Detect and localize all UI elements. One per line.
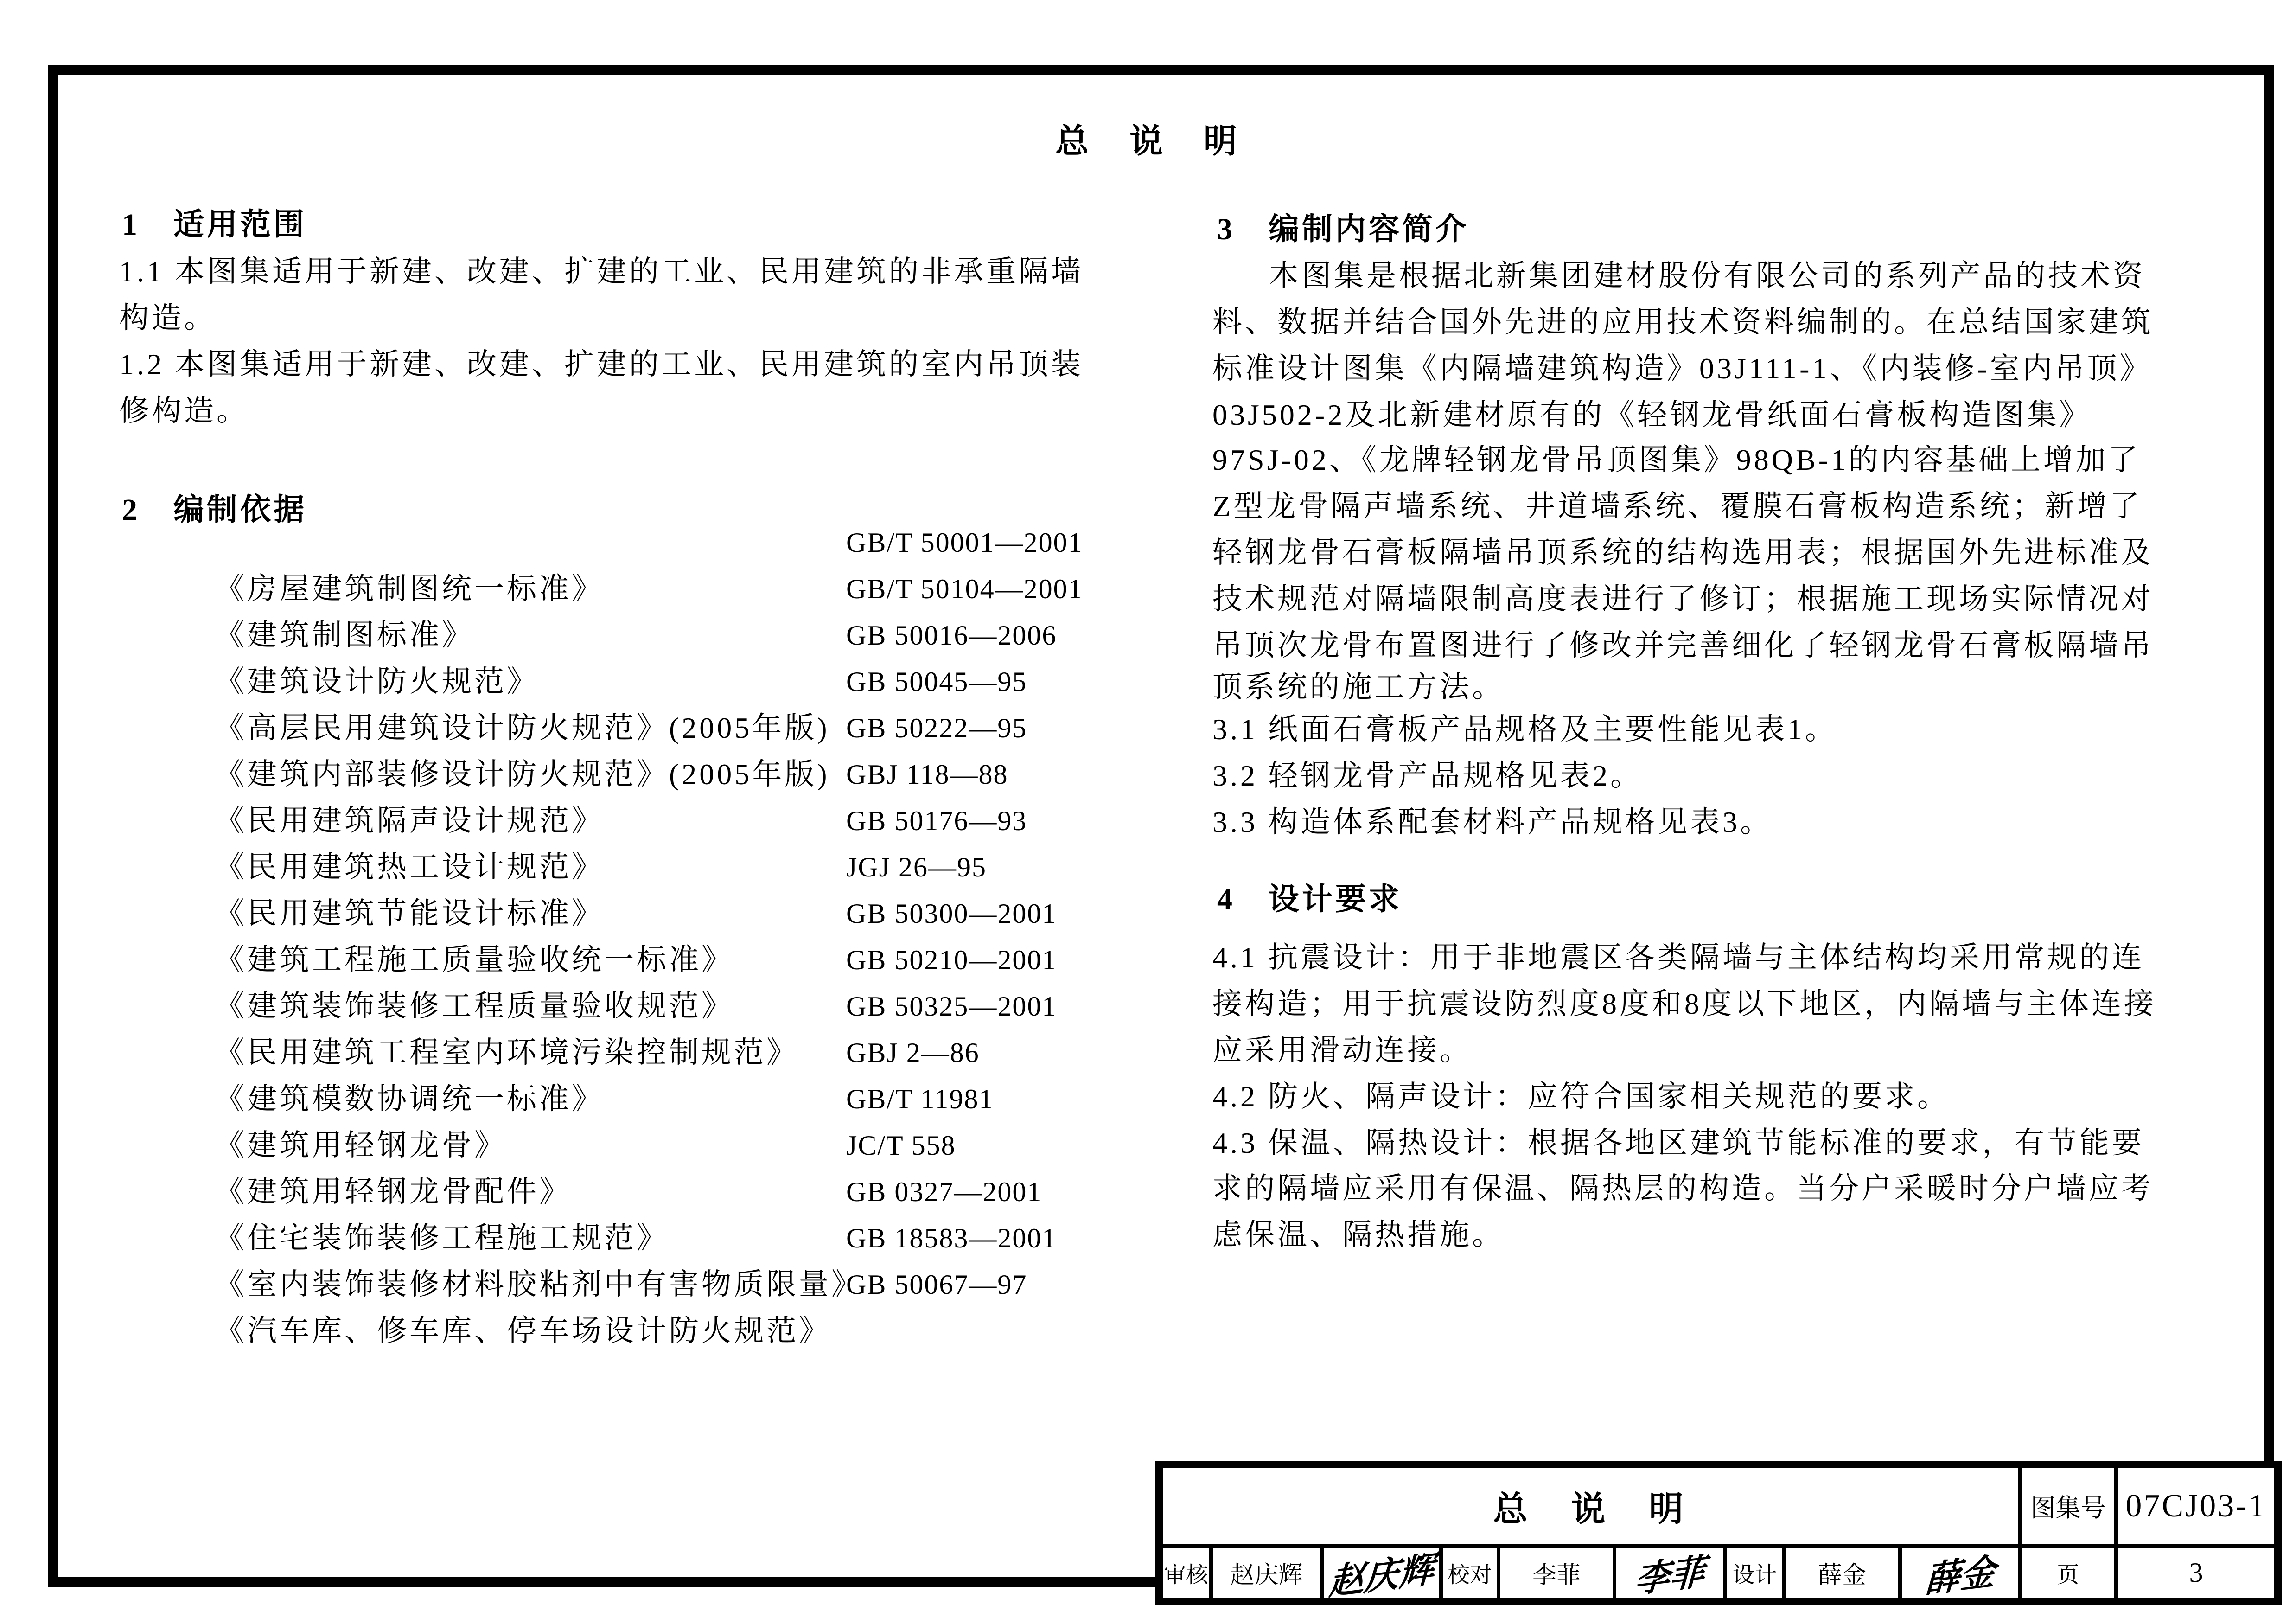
section-3-line: 3.3 构造体系配套材料产品规格见表3。 (1212, 806, 1773, 838)
section-4-heading: 4 设计要求 (1217, 883, 1402, 916)
designer-signature-cell (1900, 1546, 2020, 1602)
reference-title: 《建筑制图标准》 (215, 619, 474, 652)
page-label: 页 (2020, 1546, 2116, 1602)
section-3-line: 吊顶次龙骨布置图进行了修改并完善细化了轻钢龙骨石膏板隔墙吊 (1212, 629, 2154, 662)
section-4-line: 4.2 防火、隔声设计：应符合国家相关规范的要求。 (1212, 1080, 1950, 1113)
section-3-line: 3.1 纸面石膏板产品规格及主要性能见表1。 (1212, 713, 1837, 746)
reference-code: GB 50016—2006 (846, 620, 1057, 651)
reviewer-label: 审核 (1159, 1546, 1211, 1602)
section-4-line: 接构造；用于抗震设防烈度8度和8度以下地区，内隔墙与主体连接 (1212, 987, 2156, 1020)
reference-title: 《民用建筑热工设计规范》 (215, 851, 604, 883)
section-3-line: 技术规范对隔墙限制高度表进行了修订；根据施工现场实际情况对 (1212, 582, 2154, 615)
reference-title: 《民用建筑隔声设计规范》 (215, 804, 604, 837)
checker-name: 李菲 (1499, 1546, 1614, 1602)
section-3-line: 03J502-2及北新建材原有的《轻钢龙骨纸面石膏板构造图集》 (1212, 398, 2092, 431)
section-3-line: 轻钢龙骨石膏板隔墙吊顶系统的结构选用表；根据国外先进标准及 (1212, 536, 2154, 569)
section-3-line: 本图集是根据北新集团建材股份有限公司的系列产品的技术资 (1269, 259, 2145, 292)
reference-title: 《汽车库、修车库、停车场设计防火规范》 (215, 1314, 831, 1347)
reference-title: 《建筑装饰装修工程质量验收规范》 (215, 990, 734, 1023)
reference-title: 《建筑工程施工质量验收统一标准》 (215, 943, 734, 976)
section-1-heading: 1 适用范围 (122, 208, 307, 242)
reviewer-signature: 赵庆辉 (1327, 1550, 1435, 1603)
reference-code: GBJ 118—88 (846, 759, 1008, 790)
checker-label: 校对 (1441, 1546, 1499, 1602)
section-4-line: 求的隔墙应采用有保温、隔热层的构造。当分户采暖时分户墙应考 (1212, 1172, 2154, 1205)
designer-label: 设计 (1725, 1546, 1784, 1602)
section-2-heading: 2 编制依据 (122, 493, 307, 527)
reference-code: GB 0327—2001 (846, 1177, 1042, 1207)
reference-code: GB 50210—2001 (846, 945, 1057, 975)
atlas-number-value: 07CJ03-1 (2116, 1465, 2278, 1546)
reference-code: GB 50222—95 (846, 713, 1027, 743)
reference-title: 《建筑设计防火规范》 (215, 665, 539, 698)
section-3-line: 3.2 轻钢龙骨产品规格见表2。 (1212, 759, 1643, 792)
section-3-line: 料、数据并结合国外先进的应用技术资料编制的。在总结国家建筑 (1212, 306, 2154, 339)
section-3-heading: 3 编制内容简介 (1217, 212, 1469, 246)
reference-code: GB 18583—2001 (846, 1223, 1057, 1253)
section-3-line: Z型龙骨隔声墙系统、井道墙系统、覆膜石膏板构造系统；新增了 (1212, 490, 2143, 523)
section-4-line: 应采用滑动连接。 (1212, 1034, 1472, 1067)
reviewer-name: 赵庆辉 (1211, 1546, 1322, 1602)
section-3-line: 97SJ-02、《龙牌轻钢龙骨吊顶图集》98QB-1的内容基础上增加了 (1212, 443, 2141, 476)
section-4-line: 4.1 抗震设计：用于非地震区各类隔墙与主体结构均采用常规的连 (1212, 941, 2144, 974)
reference-code: GB 50300—2001 (846, 898, 1057, 929)
reference-title: 《室内装饰装修材料胶粘剂中有害物质限量》 (215, 1268, 864, 1301)
reference-item (174, 1261, 1240, 1347)
reference-title: 《建筑用轻钢龙骨配件》 (215, 1175, 572, 1208)
title-block-drawing-title: 总 说 明 (1159, 1465, 2020, 1546)
reference-title: 《民用建筑工程室内环境污染控制规范》 (215, 1036, 799, 1069)
reference-code: GB/T 11981 (846, 1084, 994, 1114)
reference-code: GB/T 50001—2001 (846, 527, 1083, 558)
page-title: 总 说 明 (1055, 123, 1241, 160)
section-1-line: 1.2 本图集适用于新建、改建、扩建的工业、民用建筑的室内吊顶装 (119, 348, 1084, 381)
title-block (1155, 1461, 2282, 1605)
reference-title: 《房屋建筑制图统一标准》 (215, 572, 604, 605)
reference-code: GB 50045—95 (846, 666, 1027, 697)
reference-code: JGJ 26—95 (846, 852, 987, 883)
section-1-line: 1.1 本图集适用于新建、改建、扩建的工业、民用建筑的非承重隔墙 (119, 255, 1084, 288)
reference-code: GB 50325—2001 (846, 991, 1057, 1022)
reviewer-signature-cell (1322, 1546, 1441, 1602)
designer-name: 薛金 (1784, 1546, 1900, 1602)
reference-title: 《建筑内部装修设计防火规范》(2005年版) (215, 758, 830, 791)
designer-signature: 薛金 (1924, 1552, 1996, 1600)
reference-code: JC/T 558 (846, 1130, 956, 1161)
reference-code: GBJ 2—86 (846, 1037, 980, 1068)
checker-signature-cell (1614, 1546, 1725, 1602)
reference-title: 《建筑用轻钢龙骨》 (215, 1129, 507, 1162)
reference-title: 《民用建筑节能设计标准》 (215, 897, 604, 930)
section-1-line: 修构造。 (119, 394, 249, 427)
section-4-line: 4.3 保温、隔热设计：根据各地区建筑节能标准的要求，有节能要 (1212, 1126, 2144, 1159)
reference-title: 《高层民用建筑设计防火规范》(2005年版) (215, 711, 830, 744)
reference-code: GB 50176—93 (846, 806, 1027, 836)
reference-code: GB 50067—97 (846, 1269, 1027, 1300)
section-3-line: 标准设计图集《内隔墙建筑构造》03J111-1、《内装修-室内吊顶》 (1212, 352, 2152, 385)
reference-title: 《住宅装饰装修工程施工规范》 (215, 1221, 669, 1254)
section-3-line: 顶系统的施工方法。 (1212, 671, 1505, 703)
section-4-line: 虑保温、隔热措施。 (1212, 1218, 1505, 1251)
reference-code: GB/T 50104—2001 (846, 574, 1083, 604)
checker-signature: 李菲 (1633, 1552, 1706, 1600)
atlas-number-label: 图集号 (2020, 1465, 2116, 1546)
page-number: 3 (2116, 1546, 2278, 1602)
reference-title: 《建筑模数协调统一标准》 (215, 1082, 604, 1115)
section-1-line: 构造。 (119, 301, 217, 334)
